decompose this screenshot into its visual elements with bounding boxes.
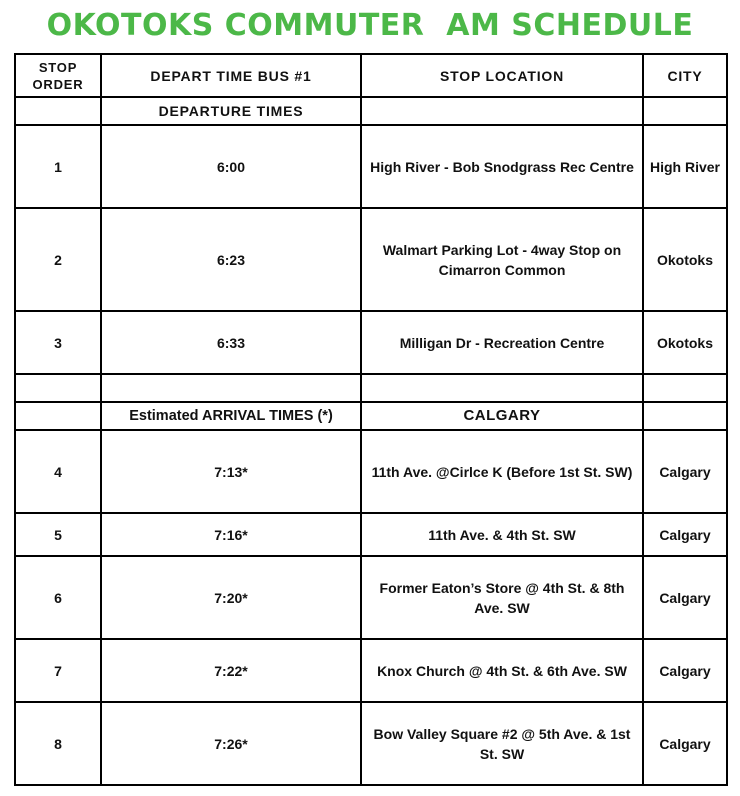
stop-order-cell: 8 <box>15 702 101 785</box>
city-cell: Calgary <box>643 639 727 702</box>
table-row <box>15 702 727 785</box>
city-cell: High River <box>643 125 727 208</box>
city-cell: Okotoks <box>643 208 727 311</box>
time-cell: 7:22* <box>101 639 361 702</box>
city-cell: Calgary <box>643 702 727 785</box>
time-cell: 7:26* <box>101 702 361 785</box>
section-row-departure <box>15 97 727 125</box>
location-cell: 11th Ave. & 4th St. SW <box>361 513 643 556</box>
stop-order-cell: 6 <box>15 556 101 639</box>
location-cell: 11th Ave. @Cirlce K (Before 1st St. SW) <box>361 430 643 513</box>
table-row <box>15 556 727 639</box>
spacer-row <box>15 374 727 402</box>
table-row <box>15 311 727 374</box>
location-cell: Walmart Parking Lot - 4way Stop on Cimarron Common <box>361 208 643 311</box>
city-cell: Okotoks <box>643 311 727 374</box>
page-title: OKOTOKS COMMUTER AM SCHEDULE <box>46 8 694 43</box>
city-cell: Calgary <box>643 513 727 556</box>
table-row <box>15 208 727 311</box>
time-cell: 6:33 <box>101 311 361 374</box>
location-cell: High River - Bob Snodgrass Rec Centre <box>361 125 643 208</box>
section-label-arrival: Estimated ARRIVAL TIMES (*) <box>101 402 361 430</box>
table-row <box>15 513 727 556</box>
stop-order-cell: 7 <box>15 639 101 702</box>
location-cell: Milligan Dr - Recreation Centre <box>361 311 643 374</box>
table-row <box>15 430 727 513</box>
schedule-table <box>14 53 728 786</box>
header-row <box>15 54 727 97</box>
stop-order-cell: 3 <box>15 311 101 374</box>
section-row-arrival <box>15 402 727 430</box>
time-cell: 7:16* <box>101 513 361 556</box>
city-cell: Calgary <box>643 556 727 639</box>
header-stop-order: STOP ORDER <box>15 54 101 97</box>
table-row <box>15 639 727 702</box>
header-stop-location: STOP LOCATION <box>361 54 643 97</box>
time-cell: 6:00 <box>101 125 361 208</box>
section-label-calgary: CALGARY <box>361 402 643 430</box>
section-label-departure: DEPARTURE TIMES <box>101 97 361 125</box>
time-cell: 7:13* <box>101 430 361 513</box>
stop-order-cell: 4 <box>15 430 101 513</box>
location-cell: Bow Valley Square #2 @ 5th Ave. & 1st St. SW <box>361 702 643 785</box>
stop-order-cell: 5 <box>15 513 101 556</box>
city-cell: Calgary <box>643 430 727 513</box>
header-depart-time: DEPART TIME BUS #1 <box>101 54 361 97</box>
time-cell: 7:20* <box>101 556 361 639</box>
location-cell: Knox Church @ 4th St. & 6th Ave. SW <box>361 639 643 702</box>
time-cell: 6:23 <box>101 208 361 311</box>
table-row <box>15 125 727 208</box>
stop-order-cell: 2 <box>15 208 101 311</box>
location-cell: Former Eaton’s Store @ 4th St. & 8th Ave. SW <box>361 556 643 639</box>
stop-order-cell: 1 <box>15 125 101 208</box>
header-city: CITY <box>643 54 727 97</box>
